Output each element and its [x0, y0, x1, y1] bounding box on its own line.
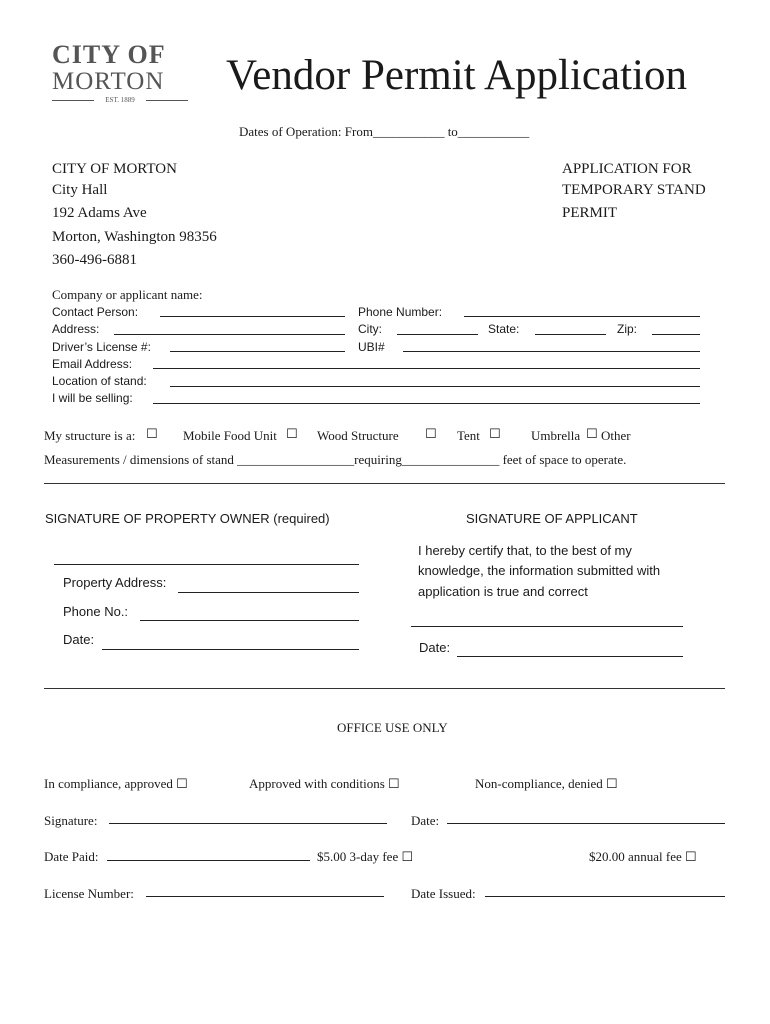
- zip-label: Zip:: [617, 322, 638, 336]
- email-input[interactable]: [153, 368, 700, 369]
- fee-annual[interactable]: $20.00 annual fee ☐: [589, 849, 697, 864]
- structure-mobile-food-unit: Mobile Food Unit: [183, 428, 277, 443]
- office-approved-conditions[interactable]: Approved with conditions ☐: [249, 776, 400, 791]
- license-input[interactable]: [170, 351, 345, 352]
- contact-input[interactable]: [160, 316, 345, 317]
- address-line-2: City Hall: [52, 182, 108, 198]
- address-line-4: Morton, Washington 98356: [52, 229, 217, 245]
- dates-of-operation: Dates of Operation: From___________ to___________: [239, 124, 530, 139]
- address-line-5: 360-496-6881: [52, 252, 137, 268]
- zip-input[interactable]: [652, 334, 700, 335]
- logo-est: EST. 1889: [52, 96, 188, 105]
- structure-other: Other: [601, 428, 631, 443]
- state-input[interactable]: [535, 334, 606, 335]
- property-address-label: Property Address:: [63, 575, 167, 590]
- structure-label: My structure is a:: [44, 428, 136, 443]
- owner-phone-label: Phone No.:: [63, 604, 129, 619]
- structure-checkbox-3[interactable]: ☐: [425, 427, 437, 442]
- date-issued-input[interactable]: [485, 896, 725, 897]
- logo-city-of: CITY OF: [52, 40, 166, 69]
- structure-checkbox-5[interactable]: ☐: [586, 427, 598, 442]
- applicant-signature-heading: SIGNATURE OF APPLICANT: [466, 511, 638, 526]
- owner-date-input[interactable]: [102, 649, 359, 650]
- license-label: Driver’s License #:: [52, 340, 151, 354]
- city-input[interactable]: [397, 334, 478, 335]
- address-line-3: 192 Adams Ave: [52, 205, 147, 221]
- office-signature-input[interactable]: [109, 823, 387, 824]
- certify-line-1: I hereby certify that, to the best of my: [418, 543, 632, 558]
- location-input[interactable]: [170, 386, 700, 387]
- structure-umbrella: Umbrella: [531, 428, 581, 443]
- certify-line-2: knowledge, the information submitted with: [418, 563, 661, 578]
- structure-wood-structure: Wood Structure: [317, 428, 399, 443]
- office-date-input[interactable]: [447, 823, 725, 824]
- office-date-label: Date:: [411, 813, 440, 828]
- page-title: Vendor Permit Application: [226, 52, 687, 99]
- address-line-1: CITY OF MORTON: [52, 161, 177, 177]
- owner-signature-input[interactable]: [54, 564, 359, 565]
- city-label: City:: [358, 322, 382, 336]
- phone-label: Phone Number:: [358, 305, 443, 319]
- office-approved[interactable]: In compliance, approved ☐: [44, 776, 188, 791]
- license-number-label: License Number:: [44, 886, 134, 901]
- owner-signature-heading: SIGNATURE OF PROPERTY OWNER (required): [45, 511, 330, 526]
- company-label: Company or applicant name:: [52, 287, 203, 302]
- applicant-signature-input[interactable]: [411, 626, 683, 627]
- address-input[interactable]: [114, 334, 345, 335]
- office-use-heading: OFFICE USE ONLY: [337, 720, 448, 735]
- applicant-date-input[interactable]: [457, 656, 683, 657]
- structure-checkbox-1[interactable]: ☐: [146, 427, 158, 442]
- measurements-line: Measurements / dimensions of stand __________________requiring_______________ feet of space to operate.: [44, 452, 627, 467]
- office-signature-label: Signature:: [44, 813, 98, 828]
- owner-phone-input[interactable]: [140, 620, 359, 621]
- phone-input[interactable]: [464, 316, 700, 317]
- structure-checkbox-2[interactable]: ☐: [286, 427, 298, 442]
- fee-3-day[interactable]: $5.00 3-day fee ☐: [317, 849, 414, 864]
- ubi-label: UBI#: [358, 340, 385, 354]
- application-type-1: APPLICATION FOR: [562, 161, 692, 177]
- contact-label: Contact Person:: [52, 305, 139, 319]
- logo-morton: MORTON: [52, 68, 165, 95]
- office-denied[interactable]: Non-compliance, denied ☐: [475, 776, 618, 791]
- location-label: Location of stand:: [52, 374, 147, 388]
- license-number-input[interactable]: [146, 896, 384, 897]
- applicant-date-label: Date:: [419, 640, 451, 655]
- structure-tent: Tent: [457, 428, 480, 443]
- divider-2: [44, 688, 725, 689]
- date-issued-label: Date Issued:: [411, 886, 476, 901]
- selling-input[interactable]: [153, 403, 700, 404]
- certify-line-3: application is true and correct: [418, 584, 588, 599]
- date-paid-label: Date Paid:: [44, 849, 99, 864]
- date-paid-input[interactable]: [107, 860, 310, 861]
- state-label: State:: [488, 322, 520, 336]
- ubi-input[interactable]: [403, 351, 700, 352]
- selling-label: I will be selling:: [52, 391, 133, 405]
- divider-1: [44, 483, 725, 484]
- application-type-2: TEMPORARY STAND: [562, 182, 706, 198]
- structure-checkbox-4[interactable]: ☐: [489, 427, 501, 442]
- address-label: Address:: [52, 322, 100, 336]
- owner-date-label: Date:: [63, 632, 95, 647]
- property-address-input[interactable]: [178, 592, 359, 593]
- email-label: Email Address:: [52, 357, 133, 371]
- application-type-3: PERMIT: [562, 205, 618, 221]
